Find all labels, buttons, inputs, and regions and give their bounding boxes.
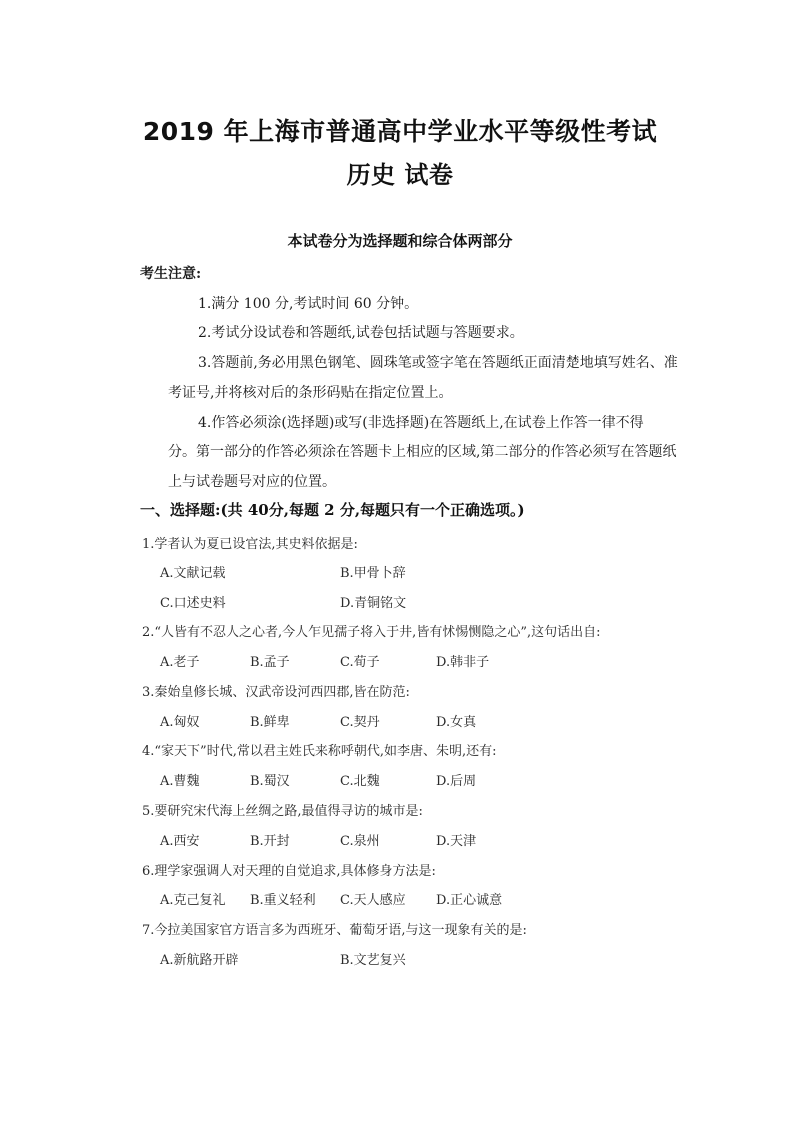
option-a: A.新航路开辟: [160, 953, 239, 968]
question-stem: 5.要研究宋代海上丝绸之路,最值得寻访的城市是:: [142, 804, 423, 819]
page-subtitle: 历史 试卷: [346, 161, 454, 189]
parts-note: 本试卷分为选择题和综合体两部分: [287, 232, 513, 250]
notice-item: 2.考试分设试卷和答题纸,试卷包括试题与答题要求。: [198, 325, 524, 341]
option-d: D.青铜铭文: [340, 596, 407, 611]
option-d: D.韩非子: [436, 655, 490, 670]
question-stem: 6.理学家强调人对天理的自觉追求,具体修身方法是:: [142, 864, 436, 879]
question-stem: 2.“人皆有不忍人之心者,今人乍见孺子将入于井,皆有怵惕恻隐之心”,这句话出自:: [142, 625, 601, 640]
option-a: A.克己复礼: [160, 893, 226, 908]
option-a: A.老子: [160, 655, 200, 670]
option-b: B.孟子: [250, 655, 290, 670]
notice-item: 4.作答必须涂(选择题)或写(非选择题)在答题纸上,在试卷上作答一律不得: [198, 415, 644, 431]
option-c: C.契丹: [340, 715, 380, 730]
option-b: B.文艺复兴: [340, 953, 406, 968]
option-c: C.天人感应: [340, 893, 406, 908]
notice-item: 1.满分 100 分,考试时间 60 分钟。: [198, 296, 419, 312]
option-a: A.曹魏: [160, 774, 200, 789]
option-b: B.重义轻利: [250, 893, 316, 908]
option-a: A.匈奴: [160, 715, 200, 730]
option-a: A.文献记载: [160, 566, 226, 581]
notice-item-continued: 上与试卷题号对应的位置。: [168, 474, 336, 490]
option-b: B.蜀汉: [250, 774, 290, 789]
option-c: C.北魏: [340, 774, 380, 789]
option-d: D.后周: [436, 774, 477, 789]
option-a: A.西安: [160, 834, 200, 849]
question-stem: 7.今拉美国家官方语言多为西班牙、葡萄牙语,与这一现象有关的是:: [142, 923, 527, 938]
option-c: C.泉州: [340, 834, 380, 849]
question-stem: 3.秦始皇修长城、汉武帝设河西四郡,皆在防范:: [142, 685, 410, 700]
notice-item: 3.答题前,务必用黑色钢笔、圆珠笔或签字笔在答题纸正面清楚地填写姓名、准: [198, 355, 678, 371]
option-b: B.鲜卑: [250, 715, 290, 730]
option-d: D.天津: [436, 834, 477, 849]
option-d: D.女真: [436, 715, 477, 730]
option-b: B.开封: [250, 834, 290, 849]
notice-item-continued: 分。第一部分的作答必须涂在答题卡上相应的区域,第二部分的作答必须写在答题纸: [168, 444, 677, 460]
option-c: C.荀子: [340, 655, 380, 670]
question-stem: 1.学者认为夏已设官法,其史料依据是:: [142, 537, 358, 552]
section-heading: 一、选择题:(共 40分,每题 2 分,每题只有一个正确选项。): [140, 501, 525, 519]
option-b: B.甲骨卜辞: [340, 566, 406, 581]
page-title: 2019 年上海市普通高中学业水平等级性考试: [142, 117, 658, 146]
notice-label: 考生注意:: [140, 266, 202, 282]
question-stem: 4.“家天下”时代,常以君主姓氏来称呼朝代,如李唐、朱明,还有:: [142, 744, 497, 759]
notice-item-continued: 考证号,并将核对后的条形码贴在指定位置上。: [168, 385, 453, 401]
option-d: D.正心诚意: [436, 893, 503, 908]
option-c: C.口述史料: [160, 596, 226, 611]
